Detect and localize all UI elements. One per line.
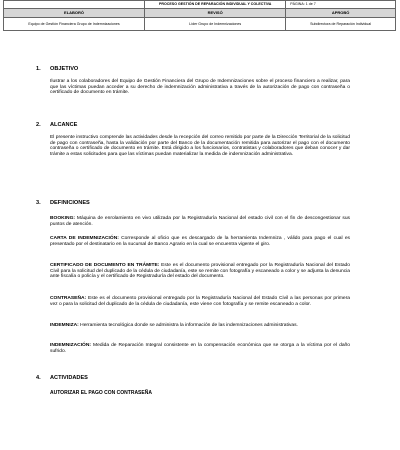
section-title: DEFINICIONES <box>50 200 90 206</box>
page-number: PÁGINA: 1 de 7 <box>286 1 396 9</box>
definition-contrasena <box>50 296 350 307</box>
definition-term: BOOKING: <box>50 216 75 221</box>
definition-text: Este es el documento provisional entregado por la Registraduría Nacional del Estado Civil para la solicitud del duplicado de la cédula de ciudadanía, este se remite con fotografía y escaneado a color y se adjunta la denuncia ante fiscalía o policía y el certificado de Registraduría del estado del documento. <box>50 263 350 280</box>
objetivo-text: Ilustrar a los colaboradores del Equipo de Gestión Financiera del Grupo de Indemnizaciones sobre el proceso financiero a realizar, para que las víctimas puedan acceder a su derecho de indemnización administrativa a través de la autorización de pago con contraseña o certificado de documento en trámite. <box>50 79 350 96</box>
section-objetivo-heading <box>36 66 78 72</box>
definition-term: CONTRASEÑA: <box>50 296 87 301</box>
header-aprobo-value: Subdirectora de Reparación Individual <box>286 18 396 31</box>
section-definiciones-heading <box>36 200 90 206</box>
header-reviso-label: REVISÓ <box>145 9 286 18</box>
document-header-table <box>3 0 396 31</box>
definition-text: Corresponde al oficio que es descargado de la herramienta Indemniza , válido para pago el cual es presentado por el destinatario en la sucursal de Banco Agrario en la cual se encuentra vigente el giro. <box>50 236 350 247</box>
section-alcance-heading <box>36 122 77 128</box>
definition-term: INDEMNIZACIÓN: <box>50 343 92 348</box>
definition-certificado <box>50 263 350 280</box>
alcance-text: El presente instructivo comprende las actividades desde la recepción del correo remitido por parte de la Dirección Territorial de la solicitud de pago con contraseña, hasta la validación por parte del Banco de la documentación remitida para autorizar el pago con el documento contraseña o certificado de documento en trámite. Está dirigido a los funcionarios, contratistas y colaboradores que deban conocer y dar trámite a estas solicitudes para que las víctimas puedan materializar la medida de indemnización administrativa. <box>50 135 350 158</box>
header-reviso-value: Líder Grupo de Indemnizaciones <box>145 18 286 31</box>
section-number: 4. <box>36 375 41 381</box>
section-number: 1. <box>36 66 41 72</box>
actividades-subtitle: AUTORIZAR EL PAGO CON CONTRASEÑA <box>50 390 152 396</box>
header-elaboro-value: Equipo de Gestión Financiera Grupo de Indemnizaciones <box>4 18 145 31</box>
section-title: ALCANCE <box>50 122 78 128</box>
definition-text: Medida de Reparación Integral consistente en la compensación económica que se otorga a la víctima por el daño sufrido. <box>50 343 350 354</box>
section-title: OBJETIVO <box>50 66 79 72</box>
header-left-blank <box>4 1 145 9</box>
definition-term: CARTA DE INDEMNIZACIÓN: <box>50 236 119 241</box>
section-number: 2. <box>36 122 41 128</box>
definition-indemniza <box>50 323 350 329</box>
definition-term: INDEMNIZA: <box>50 323 79 328</box>
definition-indemnizacion <box>50 343 350 354</box>
section-actividades-heading <box>36 375 88 381</box>
section-number: 3. <box>36 200 41 206</box>
definition-text: Herramienta tecnológica donde se administra la información de las indemnizaciones administrativas. <box>78 323 298 328</box>
section-title: ACTIVIDADES <box>50 375 88 381</box>
header-elaboro-label: ELABORÓ <box>4 9 145 18</box>
header-aprobo-label: APROBÓ <box>286 9 396 18</box>
process-name: PROCESO GESTIÓN DE REPARACIÓN INDIVIDUAL Y COLECTIVA <box>145 1 286 9</box>
definition-booking <box>50 216 350 227</box>
definition-carta <box>50 236 350 247</box>
definition-term: CERTIFICADO DE DOCUMENTO EN TRÁMITE: <box>50 263 160 268</box>
definition-text: Máquina de enrolamiento en vivo utilizada por la Registraduría Nacional del estado civil con el fin de descongestionar sus puntos de atención. <box>50 216 350 227</box>
definition-text: Este es el documento provisional entregado por la Registraduría Nacional del Estado Civil a las personas por primera vez o para la solicitud del duplicado de la cédula de ciudadanía, este viene con fotografía y se remite escaneado a color. <box>50 296 350 307</box>
